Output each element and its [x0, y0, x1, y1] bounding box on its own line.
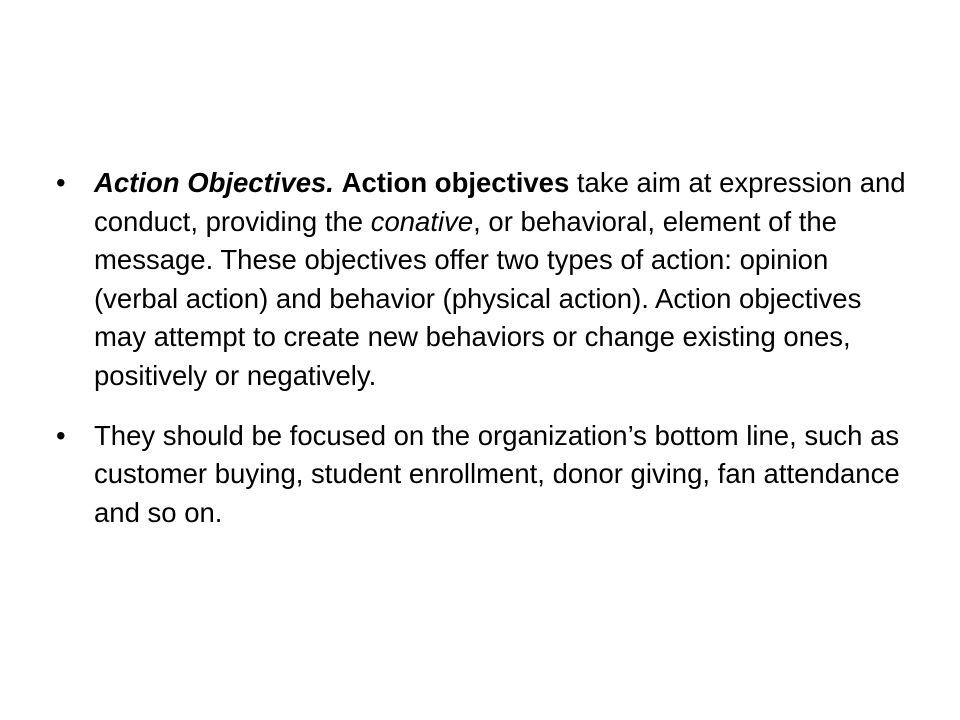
bullet-list	[56, 164, 916, 553]
italic-term: conative	[370, 205, 474, 237]
body-text: They should be focused on the organization’s bottom line, such as customer buying, student enrollment, donor giving, fan attendance and so on.	[94, 419, 900, 528]
bullet-item-action-objectives	[56, 164, 916, 396]
bold-term: Action objectives	[341, 167, 570, 198]
bullet-heading: Action Objectives.	[94, 167, 342, 198]
body-text-part-1: take aim at expression and conduct, providing the	[94, 167, 906, 237]
bullet-item-focus	[56, 417, 916, 533]
body-text-part-2: , or behavioral, element of the message. These objectives offer two types of action: opinion (verbal action) and behavior (physical action). Action objectives may attempt to create new behaviors or change existing ones, positively or negatively.	[94, 205, 862, 391]
bullet-point: •	[56, 419, 66, 451]
bullet-point: •	[56, 167, 66, 198]
